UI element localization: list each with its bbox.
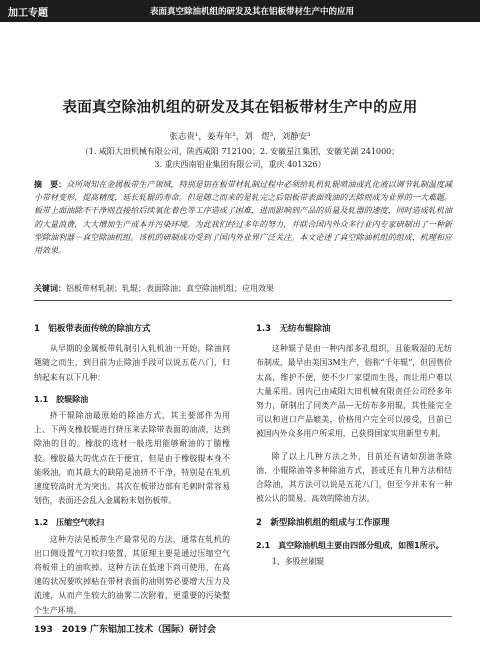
section-1-paragraph: 从早期的金属板带轧制引入轧机油一开始，除油问题随之而生，到目前为止除油手段可以说五花八门，归纳起来有以下几种： <box>34 344 230 382</box>
page-footer: 193 2019 广东铝加工技术（国际）研讨会 <box>34 625 216 635</box>
header-bar <box>0 0 480 22</box>
abstract <box>34 178 452 257</box>
footer-divider <box>34 616 452 617</box>
section-label: 加工专题 <box>8 7 48 19</box>
paper-title: 表面真空除油机组的研发及其在铝板带材生产中的应用 <box>62 100 418 116</box>
keywords-text: 铝板带材轧制；轧辊；表面除油；真空除油机组；应用效果 <box>66 284 274 293</box>
section-1-3-heading: 1.3 无纺布辊除油 <box>256 324 331 334</box>
section-1-1-heading: 1.1 胶辊除油 <box>34 394 89 404</box>
section-1-heading: 1 铝板带表面传统的除油方式 <box>34 324 151 334</box>
section-1-2-paragraph: 这种方法是板带生产最常见的方法，通常在轧机的出口侧设置气刀吹扫装置，其原理主要是通过压缩空气将板带上的油吹掉。这种方法在低速下尚可使用，在高速的状况要吹掉粘在带材表面的油则势必要增大压力及流速，从而产生较大的油雾二次附着，更重要的污染整个生产环境。 <box>34 534 230 615</box>
running-title: 表面真空除油机组的研发及其在铝板带材生产中的应用 <box>150 7 355 17</box>
section-1-1-paragraph: 挤干辊除油最原始的除油方式，其主要部件为用上、下两支橡胶辊进行挤压来去除带表面的油渍，达到除油的目的。橡胶的选材一般选用能够耐油的丁腈橡胶。橡胶最大的优点在于便宜，但是由于橡胶辊本身不能吸油，而其最大的缺陷是油挤不干净，特别是在轧机速度较高时尤为突出。其次在板带边部有毛刺时常容易划伤，表面还会乱入金属粉末划伤板带。 <box>34 411 230 506</box>
section-divider <box>34 300 452 301</box>
section-1-2-heading: 1.2 压缩空气吹扫 <box>34 518 105 528</box>
affiliation-line-1: （1. 咸阳大田机械有限公司，陕西咸阳 712100；2. 安徽星江集团，安徽芜湖 241000； <box>80 147 400 156</box>
authors: 张志贵¹，姜寿年²，刘 煜³，刘静安³ <box>169 132 311 142</box>
abstract-label: 摘 要： <box>34 180 67 189</box>
left-column <box>34 322 230 618</box>
section-2-1-heading: 2.1 真空除油机组主要由四部分组成，如图1所示。 <box>256 540 444 550</box>
keywords-label: 关键词： <box>34 284 66 293</box>
right-column <box>256 322 452 569</box>
section-2-heading: 2 新型除油机组的组成与工作原理 <box>256 518 390 529</box>
section-1-3-paragraph-2: 除了以上几种方法之外，目前还有诸如刮油条除油、小辊除油等多种除油方式，甚或还有几种方法相结合除油，其方法可以说是五花八门，但至今并未有一种被公认的简易、高效的除油方法。 <box>256 451 452 504</box>
affiliation-line-2: 3. 重庆西南铝业集团有限公司，重庆 401326） <box>154 160 326 169</box>
abstract-text: 众所周知在金属板带生产领域，特别是铝在板带材轧制过程中必须给轧机轧辊喷油或乳化液以调节轧制温度减小带材变形，提高精度，延长轧辊的寿命。但是随之而来的是轧完之后铝板带表面残油的去除则成为业界的一大难题。板带上面油除不干净则直接给后续氧化着色等工序造成了困难，进而影响到产品的质量及轧器的速度，同时造成轧机油的大量浪费，大大增加生产成本并污染环境。为此我们经过多年的努力，并联合国内外众多行业内专家研制出了一种新型除油利器－真空除油机组。该机的研制成功受到了国内外业界广泛关注。本文论述了真空除油机组的组成、机理和应用效果。 <box>34 180 453 256</box>
section-1-3-paragraph: 这种辊子是由一种内部多孔组织，且能吸湿的无纺布制成，最早由美国3M生产，俗称“千年辊”，但因售价太高，维护不便，使不少厂家望而生畏，而让用户难以大量采用。国内已由咸阳大田机械有限责任公司经多年努力，研制出了同类产品—无纺布多用辊，其性能完全可以和进口产品媲美，价格用户完全可以接受，目前已被国内外众多用户所采用，已获得国家实用新型专利。 <box>256 344 452 439</box>
keywords <box>34 283 452 294</box>
list-item: 1、多股丝刷辊 <box>271 556 325 566</box>
